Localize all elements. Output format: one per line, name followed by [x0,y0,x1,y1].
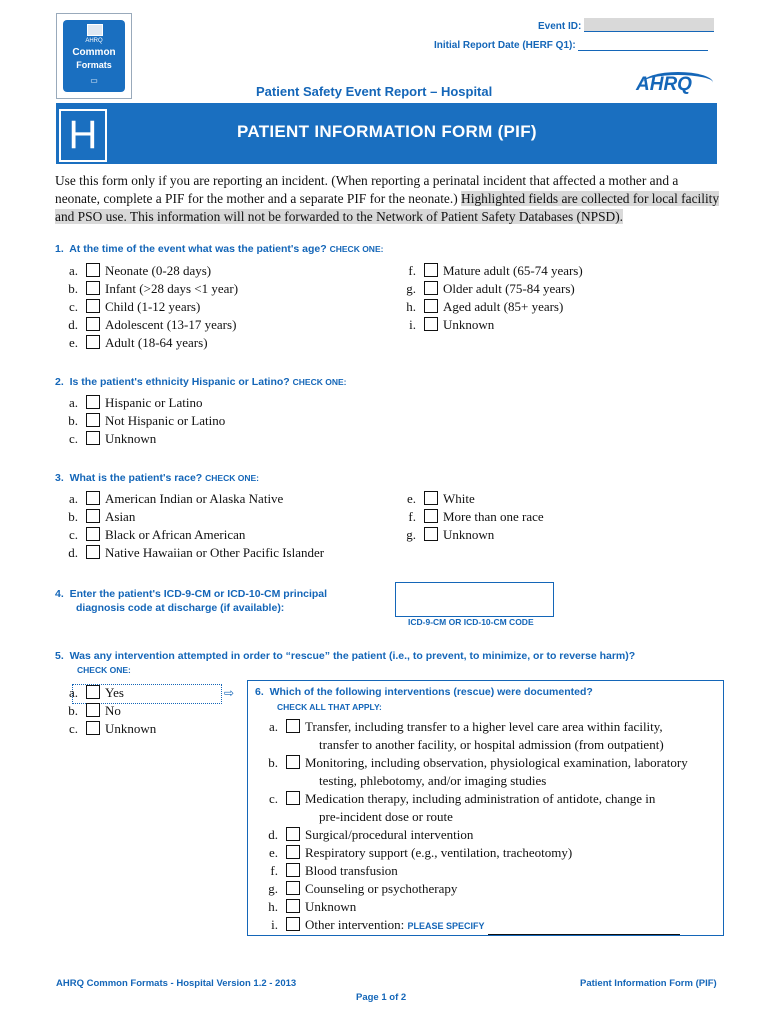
intro-highlighted-text: Highlighted fields are collected for local facility and PSO use. This information will not be forwarded to the Network of Patient Safety Databases (NPSD). [55,191,720,224]
option-letter: b. [68,281,78,296]
option-label: Hispanic or Latino [105,395,203,410]
q5-options [50,684,156,738]
option-letter: g. [268,881,278,896]
checkbox[interactable] [86,527,100,541]
q1-option-b[interactable] [50,280,238,298]
checkbox[interactable] [86,413,100,427]
q3-question [55,472,259,484]
initial-report-label: Initial Report Date (HERF Q1): [434,40,576,51]
q3-text: What is the patient's race? [69,472,203,484]
checkbox[interactable] [286,827,300,841]
checkbox[interactable] [86,281,100,295]
q5-option-b[interactable] [50,702,156,720]
footer-page-number: Page 1 of 2 [356,992,407,1003]
checkbox[interactable] [286,917,300,931]
checkbox[interactable] [86,703,100,717]
hospital-letter-badge: H [59,109,107,162]
q2-options [50,394,225,448]
option-letter: b. [268,755,278,770]
q1-text: At the time of the event what was the patient's age? [69,243,327,255]
event-id-label: Event ID: [538,21,582,32]
monitor-icon [87,24,103,36]
initial-report-date-field[interactable] [578,38,708,51]
q1-check-instruction: CHECK ONE: [329,244,384,254]
option-label: Unknown [305,899,357,914]
option-label: Transfer, including transfer to a higher level care area within facility, [305,719,663,734]
checkbox[interactable] [424,509,438,523]
q3-option-b[interactable] [50,508,324,526]
option-letter: b. [68,703,78,718]
q1-option-g[interactable] [388,280,583,298]
option-label: Aged adult (85+ years) [443,299,564,314]
q3-number: 3. [55,472,64,484]
logo-top-text: AHRQ [85,38,103,44]
option-letter: c. [268,791,278,806]
logo-panel [63,20,125,92]
option-letter: b. [68,509,78,524]
checkbox[interactable] [86,263,100,277]
checkbox[interactable] [424,317,438,331]
q2-option-c[interactable] [50,430,225,448]
option-label: Neonate (0-28 days) [105,263,212,278]
q6-option-g[interactable] [250,880,688,898]
option-letter: a. [68,491,78,506]
option-label: Infant (>28 days <1 year) [105,281,239,296]
q3-option-d[interactable] [50,544,324,562]
q6-option-c[interactable] [250,790,688,808]
q1-option-e[interactable] [50,334,238,352]
option-label: Native Hawaiian or Other Pacific Islander [105,545,325,560]
checkbox[interactable] [86,491,100,505]
q4-number: 4. [55,588,64,600]
q1-question [55,243,383,255]
option-letter: e. [406,491,416,506]
option-label: Yes [105,685,124,700]
option-label: Older adult (75-84 years) [443,281,575,296]
checkbox[interactable] [286,881,300,895]
q3-option-f[interactable] [388,508,544,526]
q6-option-i[interactable] [250,916,688,935]
checkbox[interactable] [86,299,100,313]
option-letter: d. [68,545,78,560]
option-letter: i. [271,917,278,932]
please-specify-label: PLEASE SPECIFY [407,921,485,931]
option-letter: a. [68,263,78,278]
q5-question [55,650,635,662]
q6-options [250,718,688,935]
option-letter: h. [268,899,278,914]
logo-line1: Common [72,47,116,58]
q3-check-instruction: CHECK ONE: [205,473,259,483]
checkbox[interactable] [424,299,438,313]
option-letter: f. [270,863,278,878]
footer-version: AHRQ Common Formats - Hospital Version 1.2 - 2013 [56,978,297,989]
q3-options-col1 [50,490,324,562]
logo-line2: Formats [76,60,112,70]
checkbox[interactable] [86,317,100,331]
intro-text: Use this form only if you are reporting an incident. (When reporting a perinatal incident that affected a mother and a neonate, complete a PIF for the mother and a separate PIF for the neonate.) [55,173,679,206]
option-letter: c. [68,299,78,314]
q2-question [55,376,347,388]
checkbox[interactable] [424,491,438,505]
option-label: Unknown [105,431,157,446]
checkbox[interactable] [86,509,100,523]
computer-base-icon: ▭ [90,76,98,85]
q1-option-a[interactable] [50,262,238,280]
q2-option-a[interactable] [50,394,225,412]
event-id-field[interactable] [584,18,714,32]
checkbox[interactable] [86,335,100,349]
q3-options-col2 [388,490,544,544]
q3-option-c[interactable] [50,526,324,544]
checkbox[interactable] [286,755,300,769]
other-intervention-field[interactable] [488,922,680,935]
q5-check-instruction: CHECK ONE: [77,665,131,675]
q2-text: Is the patient's ethnicity Hispanic or Latino? [69,376,290,388]
option-label: White [443,491,475,506]
option-letter: f. [408,263,416,278]
option-label: More than one race [443,509,544,524]
form-title-bar [56,103,717,164]
initial-report-row [434,38,708,51]
option-label: Respiratory support (e.g., ventilation, tracheotomy) [305,845,573,860]
option-letter: g. [406,281,416,296]
option-label: Asian [105,509,136,524]
checkbox[interactable] [424,263,438,277]
q3-option-g[interactable] [388,526,544,544]
checkbox[interactable] [86,721,100,735]
q1-option-d[interactable] [50,316,238,334]
option-letter: f. [408,509,416,524]
form-title: PATIENT INFORMATION FORM (PIF) [237,122,537,141]
option-label: Unknown [105,721,157,736]
q5-number: 5. [55,650,64,662]
ahrq-common-formats-logo [56,13,132,99]
checkbox[interactable] [286,791,300,805]
footer-form-name: Patient Information Form (PIF) [580,978,717,989]
option-letter: e. [268,845,278,860]
q1-option-h[interactable] [388,298,583,316]
q6-option-f[interactable] [250,862,688,880]
option-label: Mature adult (65-74 years) [443,263,583,278]
option-letter: d. [268,827,278,842]
intro-paragraph [55,172,720,226]
option-letter: g. [406,527,416,542]
option-label: Surgical/procedural intervention [305,827,474,842]
option-label: Adolescent (13-17 years) [105,317,237,332]
option-letter: h. [406,299,416,314]
checkbox[interactable] [286,863,300,877]
icd-code-caption: ICD-9-CM OR ICD-10-CM CODE [408,617,534,627]
option-label: Adult (18-64 years) [105,335,208,350]
option-letter: i. [409,317,416,332]
option-label: Other intervention: [305,917,405,932]
q4-text-line1: Enter the patient's ICD-9-CM or ICD-10-CM principal [69,588,328,600]
option-label: Child (1-12 years) [105,299,201,314]
option-label: Not Hispanic or Latino [105,413,226,428]
q1-option-f[interactable] [388,262,583,280]
q1-options-col2 [388,262,583,334]
q6-number: 6. [255,686,264,698]
checkbox[interactable] [86,431,100,445]
option-letter: c. [68,431,78,446]
option-label: Medication therapy, including administration of antidote, change in [305,791,656,806]
option-letter: a. [68,395,78,410]
q1-options-col1 [50,262,238,352]
checkbox[interactable] [86,395,100,409]
q6-option-a[interactable] [250,718,688,736]
option-letter: a. [68,685,78,700]
q6-option-a-line2: transfer to another facility, or hospital admission (from outpatient) [319,737,664,752]
skip-arrow-icon: ⇨ [224,686,235,700]
q5-option-c[interactable] [50,720,156,738]
option-letter: a. [268,719,278,734]
q4-question [55,587,327,615]
option-letter: b. [68,413,78,428]
q2-check-instruction: CHECK ONE: [292,377,347,387]
q5-text: Was any intervention attempted in order to “rescue” the patient (i.e., to prevent, to minimize, or to reverse harm)? [69,650,636,662]
q4-line1 [55,587,327,601]
option-label: Black or African American [105,527,246,542]
q6-option-b[interactable] [250,754,688,772]
q6-check-instruction: CHECK ALL THAT APPLY: [277,702,382,712]
q3-option-a[interactable] [50,490,324,508]
q6-option-d[interactable] [250,826,688,844]
q1-number: 1. [55,243,64,255]
q5-option-a[interactable] [50,684,156,702]
option-letter: e. [68,335,78,350]
q3-option-e[interactable] [388,490,544,508]
option-letter: c. [68,721,78,736]
q6-option-c-line2: pre-incident dose or route [319,809,453,824]
option-label: Counseling or psychotherapy [305,881,458,896]
option-label: Blood transfusion [305,863,398,878]
q2-option-b[interactable] [50,412,225,430]
option-letter: c. [68,527,78,542]
q6-text: Which of the following interventions (rescue) were documented? [269,686,593,698]
checkbox[interactable] [86,685,100,699]
checkbox[interactable] [286,899,300,913]
option-label: Unknown [443,527,495,542]
checkbox[interactable] [424,281,438,295]
ahrq-logo: AHRQ [636,74,692,95]
option-letter: d. [68,317,78,332]
option-label: No [105,703,121,718]
q1-option-c[interactable] [50,298,238,316]
q6-option-e[interactable] [250,844,688,862]
report-subtitle: Patient Safety Event Report – Hospital [256,84,493,99]
icd-code-input[interactable] [395,582,554,617]
checkbox[interactable] [86,545,100,559]
option-label: Unknown [443,317,495,332]
option-label: American Indian or Alaska Native [105,491,284,506]
option-label: Monitoring, including observation, physiological examination, laboratory [305,755,688,770]
q2-number: 2. [55,376,64,388]
checkbox[interactable] [286,719,300,733]
q6-option-b-line2: testing, phlebotomy, and/or imaging studies [319,773,547,788]
q6-question [255,686,593,698]
q6-option-h[interactable] [250,898,688,916]
checkbox[interactable] [424,527,438,541]
q4-text-line2: diagnosis code at discharge (if available): [76,602,285,614]
event-id-row [538,18,714,32]
q1-option-i[interactable] [388,316,583,334]
checkbox[interactable] [286,845,300,859]
